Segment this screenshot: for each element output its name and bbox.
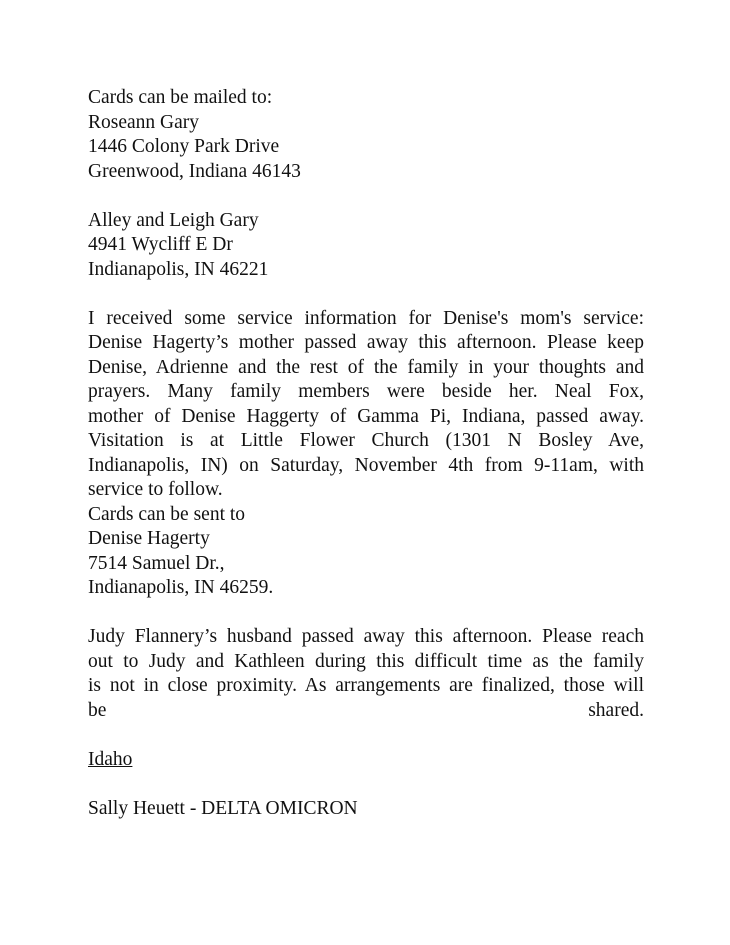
- recipient-1-name: Roseann Gary: [88, 111, 200, 133]
- paragraph-line: I received some service information for Denise's mom's service:: [88, 307, 644, 329]
- document-page: [88, 86, 644, 821]
- paragraph-line: is not in close proximity. As arrangements are finalized, those will: [88, 675, 644, 696]
- judy-notice-paragraph: [88, 625, 644, 723]
- paragraph-last-line: [88, 699, 644, 724]
- paragraph-line: prayers. Many family members were beside her. Neal Fox,: [88, 381, 644, 402]
- recipient-1-city: Greenwood, Indiana 46143: [88, 160, 301, 182]
- recipient-2-city: Indianapolis, IN 46221: [88, 258, 269, 280]
- spacer: [88, 723, 644, 748]
- paragraph-line: out to Judy and Kathleen during this difficult time as the family: [88, 650, 644, 672]
- spacer: [88, 601, 644, 626]
- paragraph-line: mother of Denise Haggerty of Gamma Pi, Indiana, passed away.: [88, 405, 644, 427]
- section-entry-block: [88, 797, 644, 822]
- recipient-2-block: [88, 209, 644, 283]
- paragraph-line: Denise, Adrienne and the rest of the family in your thoughts and: [88, 356, 644, 378]
- recipient-2-name: Alley and Leigh Gary: [88, 209, 259, 231]
- paragraph-line: Denise Hagerty’s mother passed away this afternoon. Please keep: [88, 332, 644, 353]
- section-entry: Sally Heuett - DELTA OMICRON: [88, 797, 358, 819]
- mailing-heading: Cards can be mailed to:: [88, 87, 273, 108]
- last-word-right: shared.: [588, 699, 644, 721]
- paragraph-line: Judy Flannery’s husband passed away this afternoon. Please reach: [88, 626, 644, 647]
- denise-notice-paragraph: [88, 307, 644, 601]
- paragraph-line: Visitation is at Little Flower Church (1301 N Bosley Ave,: [88, 430, 644, 451]
- recipient-1-street: 1446 Colony Park Drive: [88, 136, 280, 157]
- section-heading: Idaho: [88, 748, 133, 770]
- last-word-left: be: [88, 699, 107, 721]
- denise-city: Indianapolis, IN 46259.: [88, 577, 274, 598]
- cards-heading: Cards can be sent to: [88, 503, 246, 525]
- spacer: [88, 282, 644, 307]
- paragraph-last-line: service to follow.: [88, 479, 223, 500]
- paragraph-line: Indianapolis, IN) on Saturday, November 4th from 9-11am, with: [88, 454, 644, 476]
- spacer: [88, 772, 644, 797]
- section-idaho: [88, 748, 644, 773]
- denise-street: 7514 Samuel Dr.,: [88, 552, 225, 574]
- recipient-2-street: 4941 Wycliff E Dr: [88, 234, 233, 255]
- mailing-block: [88, 86, 644, 184]
- denise-name: Denise Hagerty: [88, 528, 210, 549]
- spacer: [88, 184, 644, 209]
